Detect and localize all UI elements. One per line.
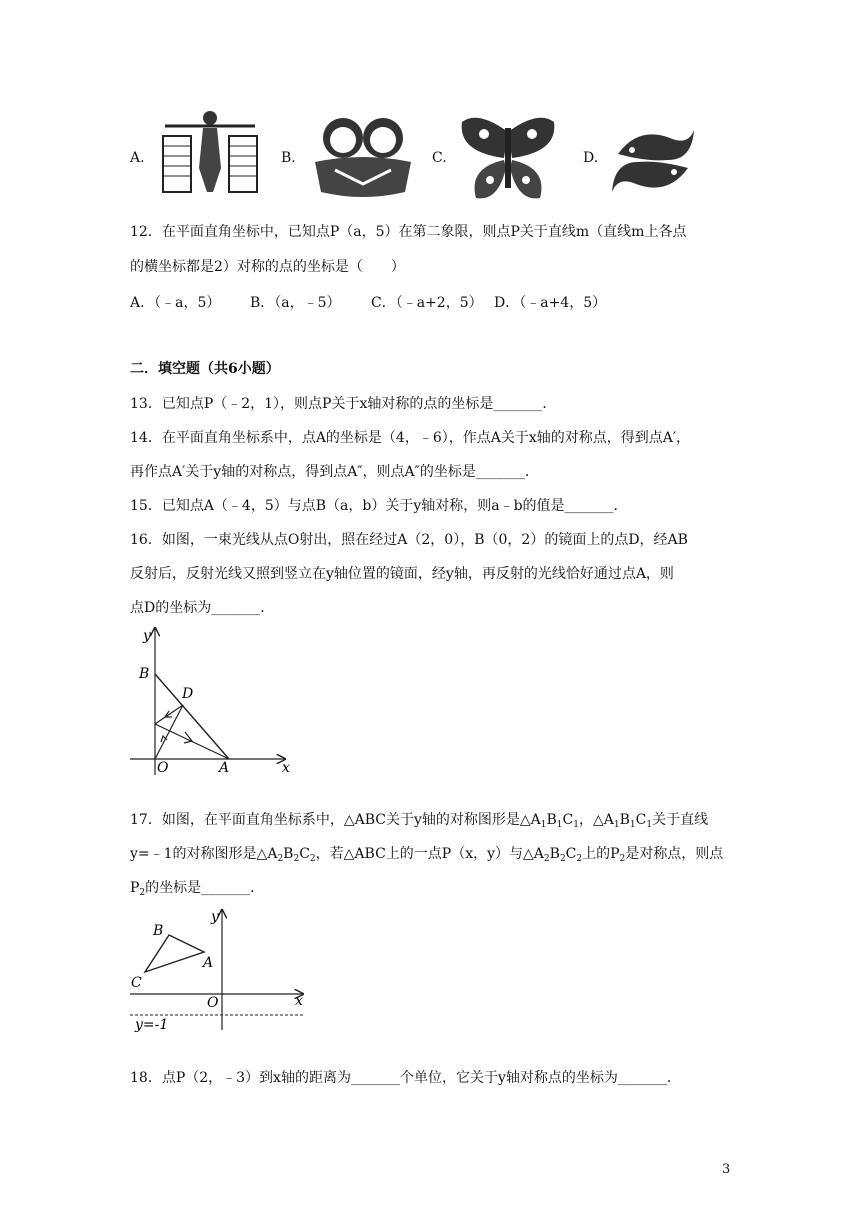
q12-option-a: A．（﹣a，5） xyxy=(130,295,221,311)
children-papercut-image xyxy=(305,112,420,198)
q17-label-o: O xyxy=(207,995,219,1011)
q16-label-d: D xyxy=(182,686,194,702)
q17-line3: $P_2$的坐标是_______． xyxy=(130,880,265,898)
q16-line1: 16．如图，一束光线从点O射出，照在经过A（2，0），B（0，2）的镜面上的点D，经AB xyxy=(130,532,688,548)
carrier-papercut-image xyxy=(155,108,270,196)
q16-label-y: y xyxy=(143,628,151,644)
option-b-label: B. xyxy=(281,150,296,166)
option-d-label: D. xyxy=(583,150,599,166)
q13-line1: 13．已知点P（﹣2，1），则点P关于x轴对称的点的坐标是_______． xyxy=(130,396,557,412)
q17-line1: 17．如图，在平面直角坐标系中，△ABC关于y轴的对称图形是$\triangle A_1B_1C_1$，$\triangle A_1B_1C_1$关于直线 xyxy=(130,812,709,830)
butterfly-papercut-image xyxy=(458,112,558,204)
q17-label-x: x xyxy=(295,993,303,1009)
q16-label-o: O xyxy=(157,760,169,776)
q12-line1: 12．在平面直角坐标中，已知点P（a，5）在第二象限，则点P关于直线m（直线m上各点 xyxy=(130,224,687,240)
q12-line2: 的横坐标都是2）对称的点的坐标是（ ） xyxy=(130,259,405,275)
q16-line3: 点D的坐标为_______． xyxy=(130,600,275,616)
q14-line1: 14．在平面直角坐标系中，点A的坐标是（4，﹣6），作点A关于x轴的对称点，得到点A′， xyxy=(130,430,691,446)
q16-ray-od xyxy=(155,705,183,759)
q12-option-c: C．（﹣a+2，5） xyxy=(371,295,483,311)
q16-ray-dy xyxy=(155,705,183,724)
q18-line1: 18．点P（2，﹣3）到x轴的距离为_______个单位，它关于y轴对称点的坐标为_______． xyxy=(130,1070,681,1086)
option-c-label: C. xyxy=(432,150,447,166)
fish-papercut-image xyxy=(608,120,698,200)
q14-line2: 再作点A′关于y轴的对称点，得到点A″，则点A″的坐标是_______． xyxy=(130,464,539,480)
q16-label-a: A xyxy=(219,760,230,776)
q17-label-a: A xyxy=(203,955,214,971)
q16-figure xyxy=(125,620,295,780)
q16-arrow3 xyxy=(184,732,192,743)
option-a-label: A. xyxy=(130,150,145,166)
q16-label-b: B xyxy=(139,666,150,682)
section-title: 二．填空题（共6小题） xyxy=(130,361,280,377)
q17-line2: y=﹣1的对称图形是$\triangle A_2B_2C_2$，若△ABC上的一点P（x，y）与$\triangle A_2B_2C_2$上的$P_2$是对称点，则点 xyxy=(130,846,724,864)
q15-line1: 15．已知点A（﹣4，5）与点B（a，b）关于y轴对称，则a﹣b的值是_______． xyxy=(130,498,628,514)
q17-triangle-abc xyxy=(145,935,204,972)
q16-line2: 反射后，反射光线又照到竖立在y轴位置的镜面，经y轴，再反射的光线恰好通过点A，则 xyxy=(130,566,674,582)
q17-label-y: y xyxy=(211,909,219,925)
q12-option-d: D．（﹣a+4，5） xyxy=(494,295,607,311)
q17-figure xyxy=(125,905,310,1035)
q16-label-x: x xyxy=(282,760,290,776)
q17-label-c: C xyxy=(131,975,142,991)
q17-label-line: y=-1 xyxy=(135,1017,169,1033)
page-number: 3 xyxy=(722,1162,731,1177)
q12-option-b: B．（a，﹣5） xyxy=(250,295,341,311)
q16-arrow2 xyxy=(165,711,172,717)
q17-label-b: B xyxy=(153,923,164,939)
